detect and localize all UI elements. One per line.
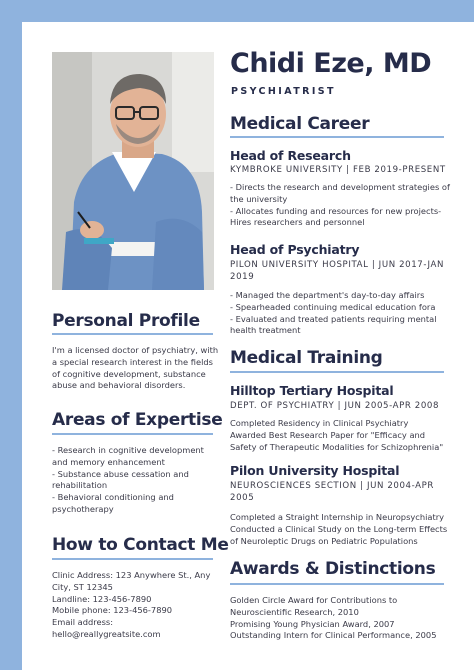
section-title-expertise: Areas of Expertise <box>52 410 223 430</box>
section-divider <box>230 583 444 585</box>
section-title-personal-profile: Personal Profile <box>52 311 200 331</box>
profile-photo <box>52 52 214 290</box>
section-title-medical-career: Medical Career <box>230 114 370 134</box>
section-divider <box>230 371 444 373</box>
section-title-medical-training: Medical Training <box>230 348 383 368</box>
training-description: Completed a Straight Internship in Neuropsychiatry Conducted a Clinical Study on the Long-term Effects of Neuroleptic Drugs on Pediatric Populations <box>230 512 448 546</box>
section-title-contact: How to Contact Me <box>52 535 229 555</box>
job-description: - Managed the department's day-to-day affairs - Spearheaded continuing medical education fora - Evaluated and treated patients requiring mental health treatment <box>230 290 437 336</box>
section-divider <box>52 433 213 435</box>
doctor-portrait-icon <box>52 52 214 290</box>
job-role: PSYCHIATRIST <box>231 86 336 97</box>
profile-text: I'm a licensed doctor of psychiatry, with a special research interest in the fields of cognitive development, substance abuse and behavioral disorders. <box>52 345 219 391</box>
training-meta: DEPT. OF PSYCHIATRY | JUN 2005-APR 2008 <box>230 401 440 411</box>
resume-page <box>22 22 474 670</box>
full-name: Chidi Eze, MD <box>230 48 432 79</box>
training-meta: NEUROSCIENCES SECTION | JUN 2004-APR 2005 <box>230 481 434 503</box>
section-divider <box>52 333 213 335</box>
job-meta: KYMBROKE UNIVERSITY | FEB 2019-PRESENT <box>230 165 446 175</box>
training-description: Completed Residency in Clinical Psychiatry Awarded Best Research Paper for "Efficacy and Safety of Therapeutic Modalities for Schizophrenia" <box>230 418 444 452</box>
section-divider <box>230 136 444 138</box>
contact-info: Clinic Address: 123 Anywhere St., Any City, ST 12345 Landline: 123-456-7890 Mobile phone: 123-456-7890 Email address: hello@reallygreatsite.com <box>52 570 211 639</box>
section-title-awards: Awards & Distinctions <box>230 559 436 579</box>
training-title-hilltop: Hilltop Tertiary Hospital <box>230 383 394 398</box>
expertise-list: - Research in cognitive development and memory enhancement - Substance abuse cessation and rehabilitation - Behavioral conditioning and psychotherapy <box>52 445 204 514</box>
email-link[interactable]: hello@reallygreatsite.com <box>52 628 161 639</box>
job-title-head-of-psychiatry: Head of Psychiatry <box>230 242 360 257</box>
training-title-pilon: Pilon University Hospital <box>230 463 400 478</box>
job-meta: PILON UNIVERSITY HOSPITAL | JUN 2017-JAN 2019 <box>230 260 445 282</box>
awards-list: Golden Circle Award for Contributions to Neuroscientific Research, 2010 Promising Young Physician Award, 2007 Outstanding Intern for Clinical Performance, 2005 <box>230 595 437 641</box>
job-title-head-of-research: Head of Research <box>230 148 351 163</box>
job-description: - Directs the research and development strategies of the university - Allocates funding and resources for new projects- Hires researchers and personnel <box>230 182 450 228</box>
section-divider <box>52 558 213 560</box>
